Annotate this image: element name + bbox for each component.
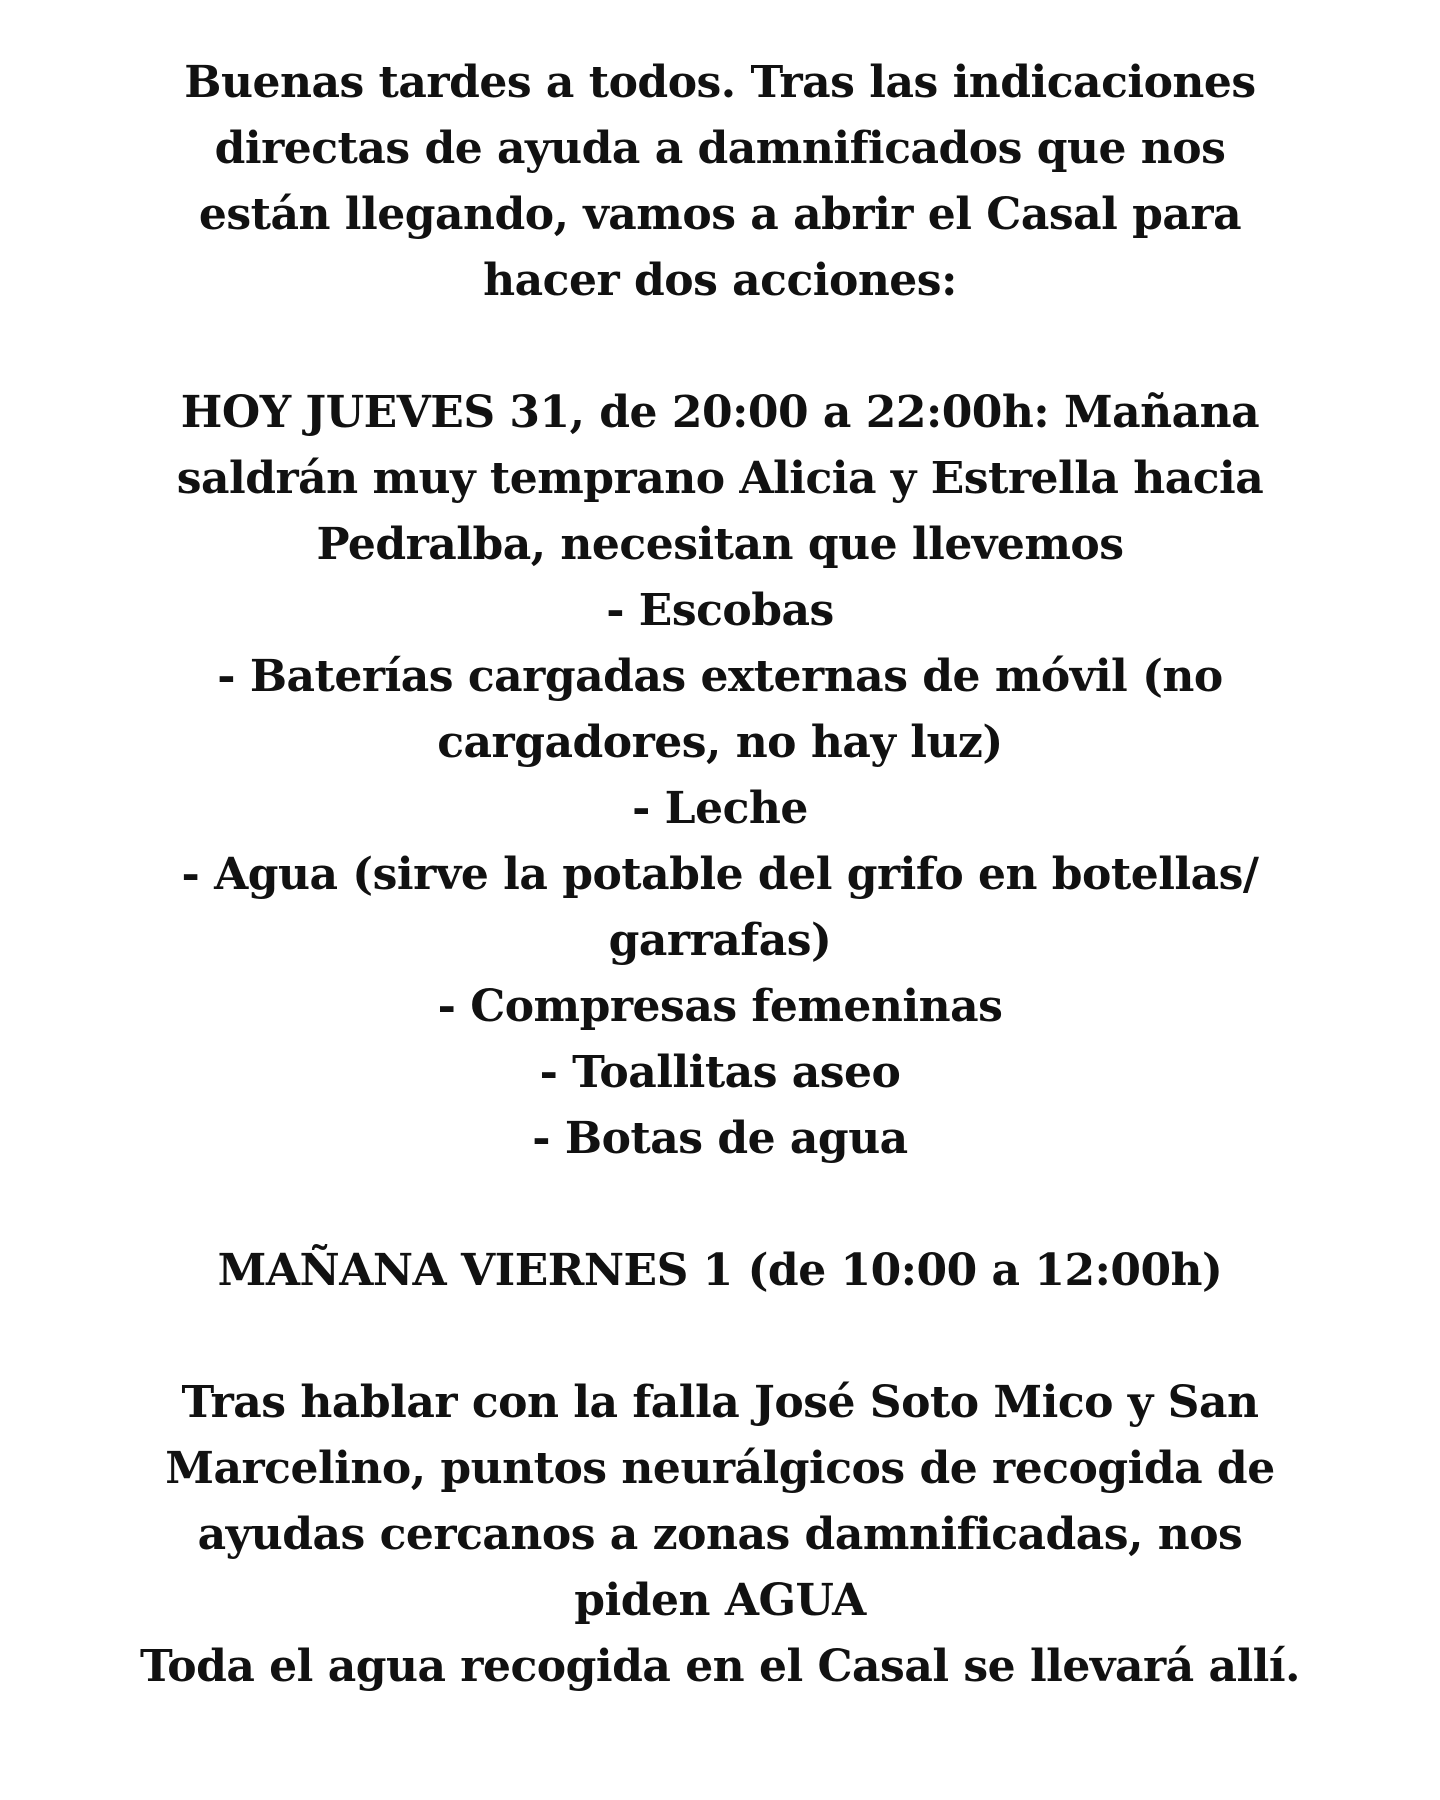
closing-line: ayudas cercanos a zonas damnificadas, nos <box>197 1509 1243 1560</box>
list-item: - Agua (sirve la potable del grifo en botellas/ <box>181 849 1259 900</box>
list-item: - Compresas femeninas <box>437 981 1003 1032</box>
closing-paragraph <box>60 1370 1380 1700</box>
intro-line: están llegando, vamos a abrir el Casal para <box>198 189 1242 240</box>
today-paragraph <box>60 380 1380 1172</box>
spacer <box>60 1304 1380 1370</box>
tomorrow-paragraph <box>60 1238 1380 1304</box>
today-line: HOY JUEVES 31, de 20:00 a 22:00h: Mañana <box>180 387 1260 438</box>
list-item: - Leche <box>632 783 808 834</box>
list-item: cargadores, no hay luz) <box>437 717 1003 768</box>
today-line: saldrán muy temprano Alicia y Estrella hacia <box>176 453 1264 504</box>
closing-line: Marcelino, puntos neurálgicos de recogida de <box>165 1443 1275 1494</box>
intro-line: Buenas tardes a todos. Tras las indicaciones <box>184 57 1256 108</box>
list-item: - Escobas <box>606 585 834 636</box>
intro-line: directas de ayuda a damnificados que nos <box>214 123 1226 174</box>
closing-line: Tras hablar con la falla José Soto Mico y San <box>181 1377 1259 1428</box>
list-item: - Baterías cargadas externas de móvil (no <box>217 651 1223 702</box>
closing-line: Toda el agua recogida en el Casal se llevará allí. <box>140 1641 1300 1692</box>
tomorrow-heading: MAÑANA VIERNES 1 (de 10:00 a 12:00h) <box>217 1245 1223 1296</box>
closing-line: piden AGUA <box>574 1575 866 1626</box>
intro-paragraph <box>60 50 1380 314</box>
spacer <box>60 1172 1380 1238</box>
needed-items-list <box>60 578 1380 1172</box>
list-item: - Botas de agua <box>532 1113 908 1164</box>
list-item: - Toallitas aseo <box>539 1047 901 1098</box>
intro-line: hacer dos acciones: <box>483 255 957 306</box>
notice-text <box>60 50 1380 1700</box>
spacer <box>60 314 1380 380</box>
today-line: Pedralba, necesitan que llevemos <box>316 519 1124 570</box>
list-item: garrafas) <box>608 915 832 966</box>
